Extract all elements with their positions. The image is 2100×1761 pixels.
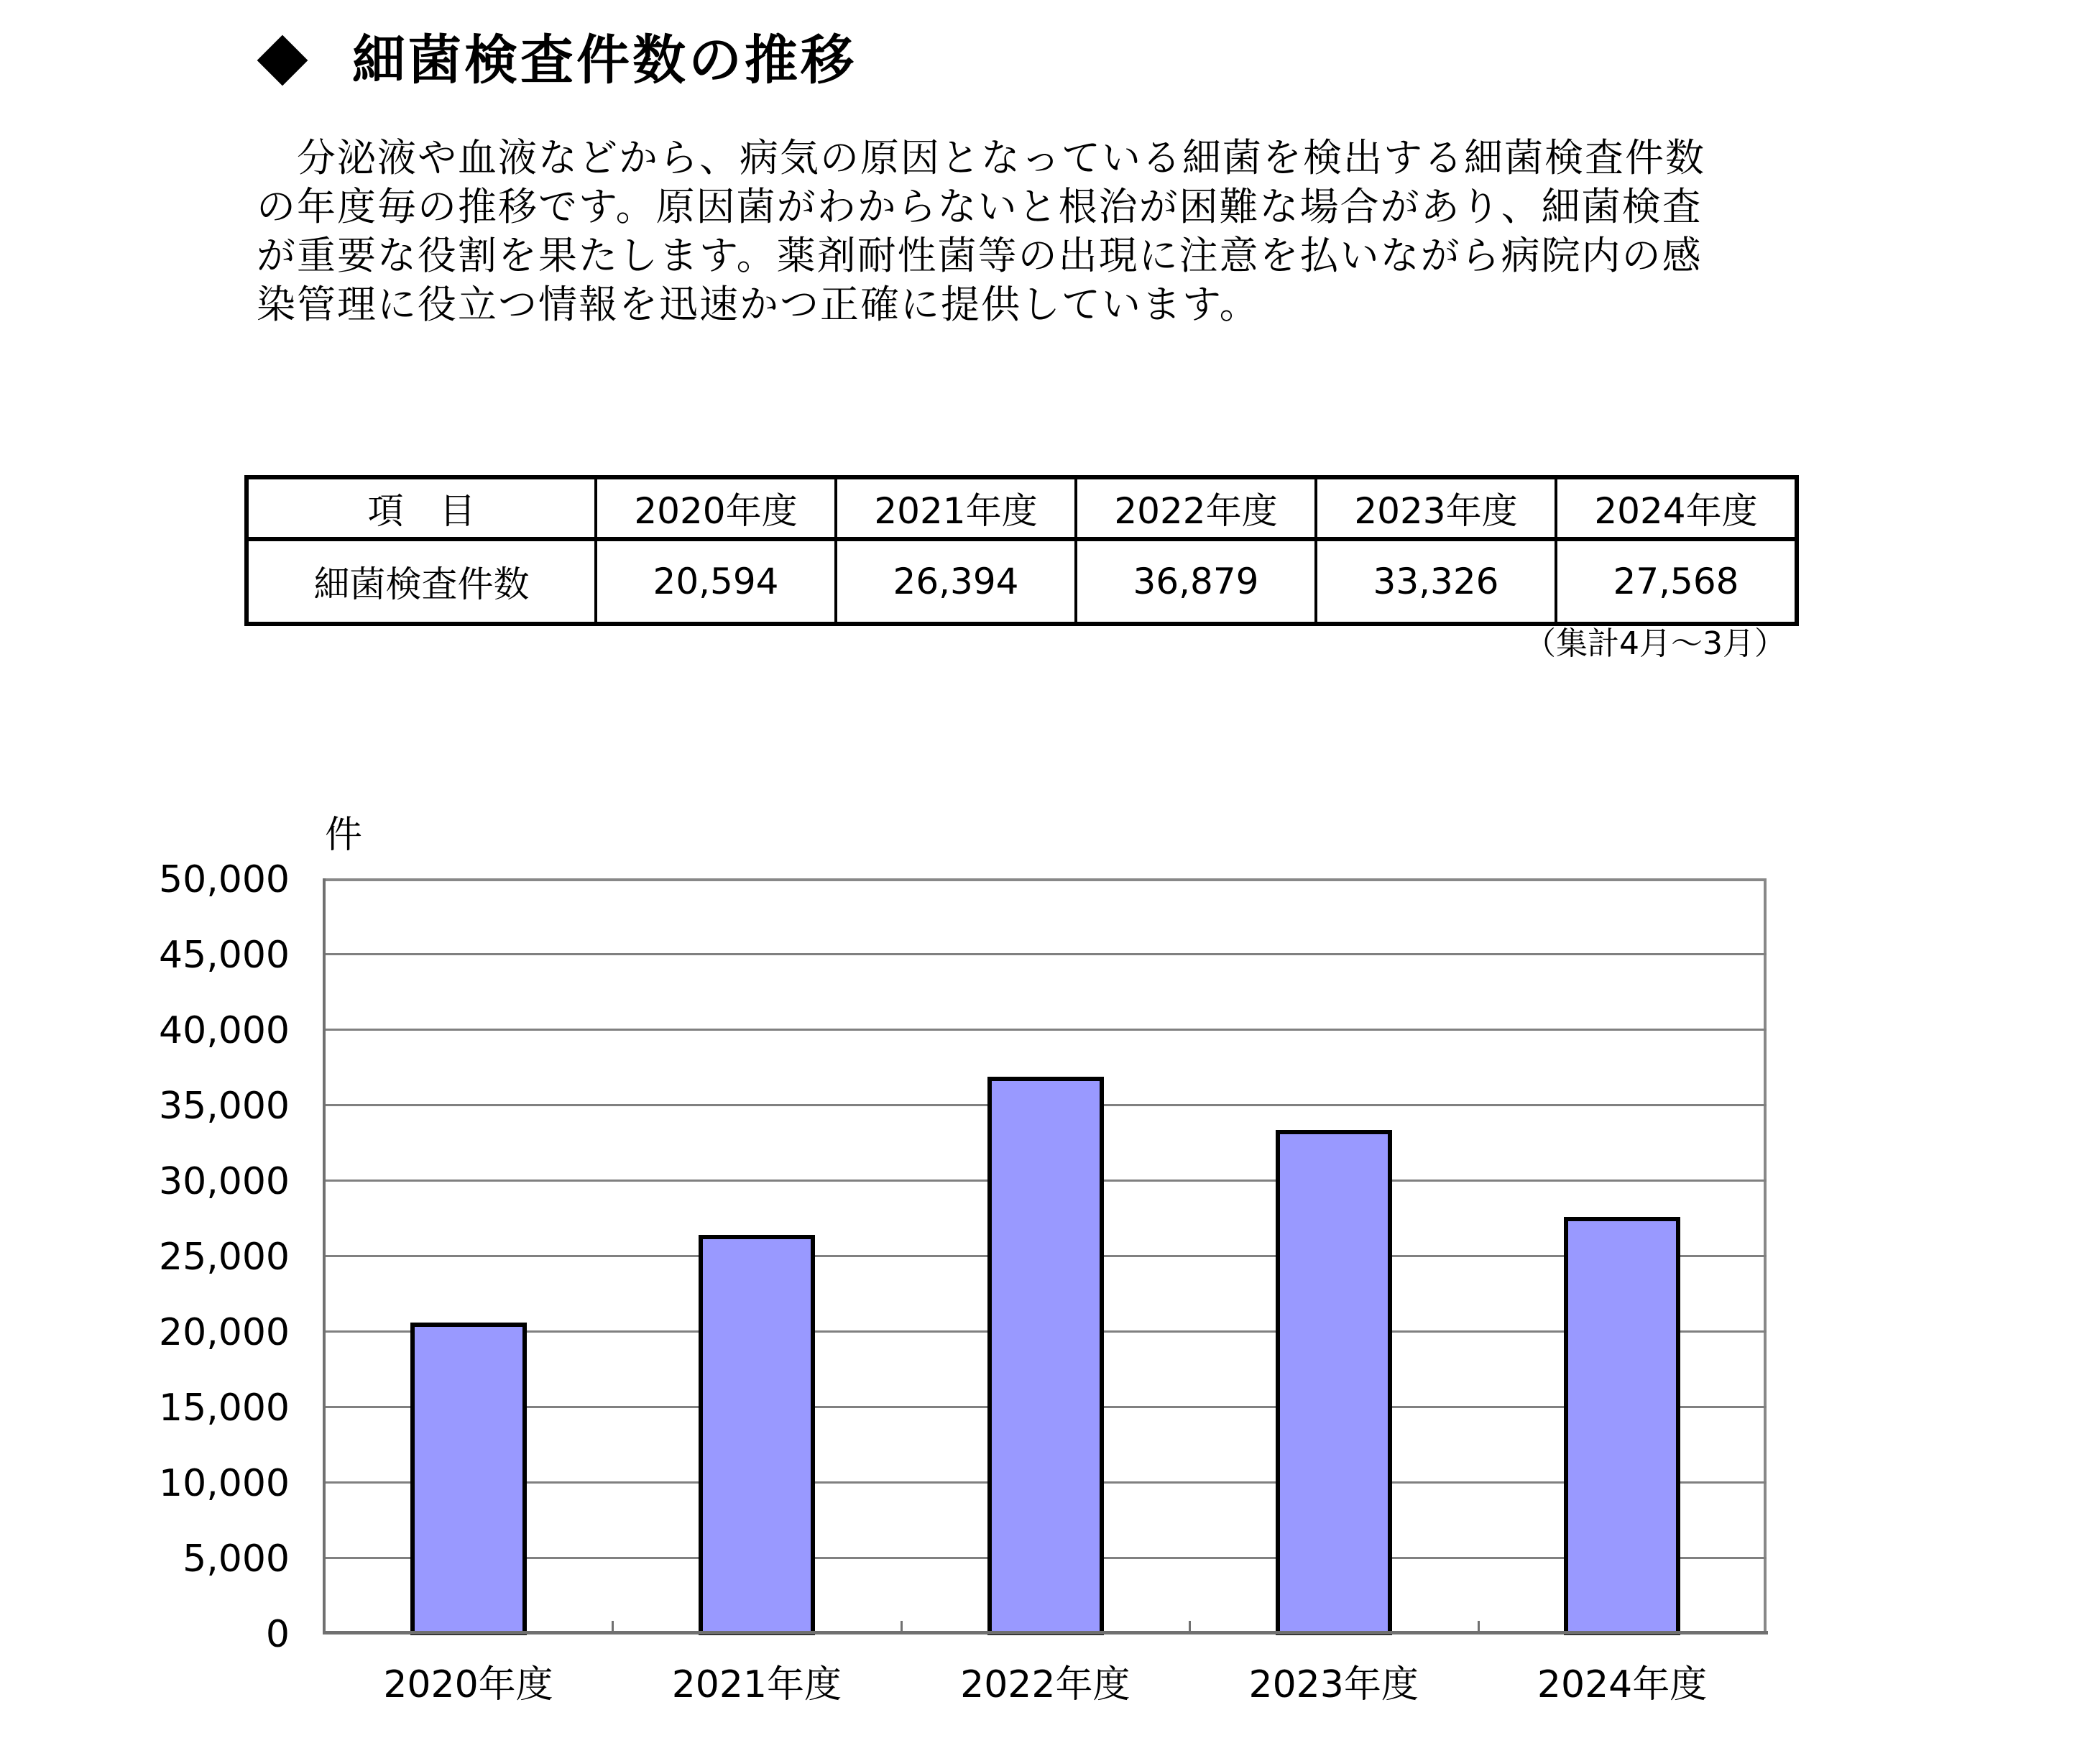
header-year: 2022年度 <box>1076 477 1316 539</box>
x-tick-label: 2020年度 <box>383 1663 553 1706</box>
header-year: 2024年度 <box>1556 477 1797 539</box>
bar-2020年度 <box>410 1323 527 1635</box>
x-tick-mark <box>1478 1621 1480 1632</box>
y-tick-label: 45,000 <box>159 934 290 977</box>
table-note: （集計4月～3月） <box>1524 625 1786 662</box>
intro-line: が重要な役割を果たします。薬剤耐性菌等の出現に注意を払いながら病院内の感 <box>257 233 1703 278</box>
header-year: 2020年度 <box>596 477 836 539</box>
y-tick-label: 35,000 <box>159 1085 290 1128</box>
x-tick-label: 2021年度 <box>671 1663 842 1706</box>
y-tick-label: 20,000 <box>159 1311 290 1354</box>
y-tick-label: 5,000 <box>183 1537 290 1581</box>
x-tick-mark <box>612 1621 614 1632</box>
row-label: 細菌検査件数 <box>247 539 596 624</box>
x-tick-label: 2022年度 <box>960 1663 1130 1706</box>
header-year: 2023年度 <box>1316 477 1556 539</box>
y-tick-label: 30,000 <box>159 1160 290 1203</box>
bar-2022年度 <box>987 1077 1104 1635</box>
y-tick-label: 50,000 <box>159 858 290 901</box>
x-tick-label: 2023年度 <box>1248 1663 1419 1706</box>
intro-line: 染管理に役立つ情報を迅速かつ正確に提供しています。 <box>257 282 1260 327</box>
y-tick-label: 10,000 <box>159 1462 290 1505</box>
x-tick-label: 2024年度 <box>1537 1663 1708 1706</box>
bar-2023年度 <box>1276 1130 1392 1635</box>
bar-2024年度 <box>1564 1217 1680 1635</box>
header-year: 2021年度 <box>836 477 1076 539</box>
y-axis-unit-label: 件 <box>325 814 363 857</box>
gridline <box>324 953 1767 955</box>
cell-value: 36,879 <box>1076 539 1316 624</box>
cell-value: 20,594 <box>596 539 836 624</box>
y-tick-label: 25,000 <box>159 1236 290 1279</box>
y-tick-label: 15,000 <box>159 1387 290 1430</box>
y-tick-label: 40,000 <box>159 1009 290 1052</box>
bar-2021年度 <box>699 1235 815 1635</box>
gridline <box>324 1029 1767 1031</box>
intro-line: 分泌液や血液などから、病気の原因となっている細菌を検出する細菌検査件数 <box>257 135 1705 180</box>
x-axis <box>323 1631 1768 1634</box>
y-tick-label: 0 <box>265 1613 290 1656</box>
y-axis <box>323 878 326 1634</box>
cell-value: 26,394 <box>836 539 1076 624</box>
header-item: 項 目 <box>247 477 596 539</box>
page-title: 細菌検査件数の推移 <box>352 29 857 91</box>
cell-value: 33,326 <box>1316 539 1556 624</box>
cell-value: 27,568 <box>1556 539 1797 624</box>
intro-line: の年度毎の推移です。原因菌がわからないと根治が困難な場合があり、細菌検査 <box>257 184 1703 229</box>
x-tick-mark <box>901 1621 903 1632</box>
x-tick-mark <box>1189 1621 1191 1632</box>
